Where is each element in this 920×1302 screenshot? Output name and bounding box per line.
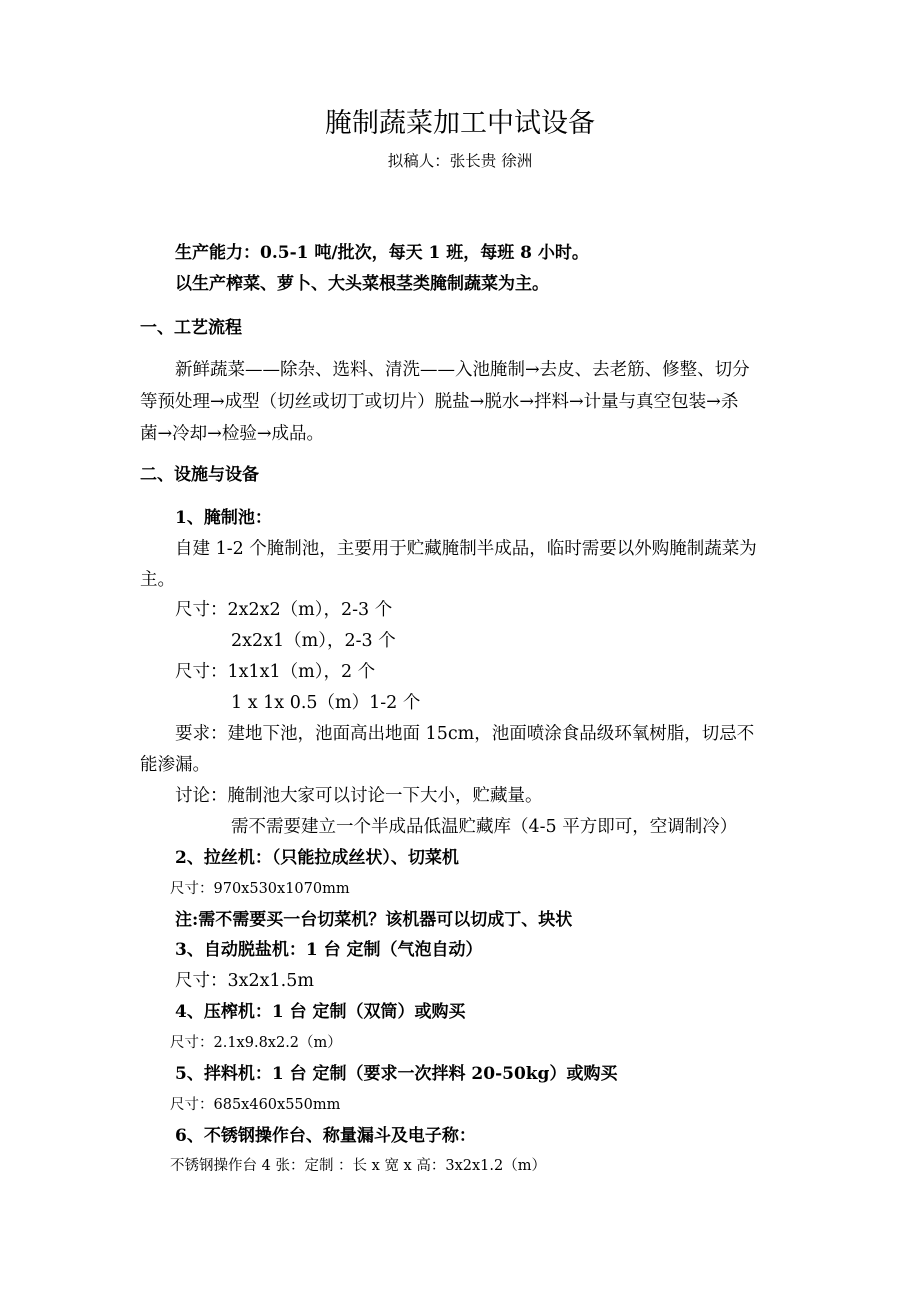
desalting-size: 尺寸：3x2x1.5m xyxy=(175,971,314,991)
pool-size: 1 x 1x 0.5（m）1-2 个 xyxy=(231,693,421,713)
pool-requirement: 能渗漏。 xyxy=(140,755,210,775)
workbench-size: 不锈钢操作台 4 张：定制 ：长 x 宽 x 高：3x2x1.2（m） xyxy=(170,1158,546,1174)
item-heading-desalting-machine: 3、自动脱盐机：1 台 定制（气泡自动） xyxy=(175,940,483,960)
item-heading-workbench: 6、不锈钢操作台、称量漏斗及电子称： xyxy=(175,1126,476,1146)
capacity-line: 生产能力：0.5-1 吨/批次，每天 1 班，每班 8 小时。 xyxy=(175,243,589,263)
pool-description: 自建 1-2 个腌制池，主要用于贮藏腌制半成品，临时需要以外购腌制蔬菜为 xyxy=(175,539,757,559)
shredder-size: 尺寸：970x530x1070mm xyxy=(170,881,350,897)
item-heading-mixer: 5、拌料机：1 台 定制（要求一次拌料 20-50kg）或购买 xyxy=(175,1064,618,1084)
section-heading-process: 一、工艺流程 xyxy=(140,318,242,338)
pool-size: 尺寸：1x1x1（m），2 个 xyxy=(175,662,376,682)
item-heading-shredder: 2、拉丝机：（只能拉成丝状）、切菜机 xyxy=(175,848,459,868)
pool-description: 主。 xyxy=(140,570,175,590)
pool-requirement: 要求：建地下池，池面高出地面 15cm，池面喷涂食品级环氧树脂，切忌不 xyxy=(175,724,755,744)
item-heading-press: 4、压榨机：1 台 定制（双筒）或购买 xyxy=(175,1002,466,1022)
product-scope-line: 以生产榨菜、萝卜、大头菜根茎类腌制蔬菜为主。 xyxy=(175,274,549,294)
pool-discussion: 需不需要建立一个半成品低温贮藏库（4-5 平方即可，空调制冷） xyxy=(231,817,738,837)
mixer-size: 尺寸：685x460x550mm xyxy=(170,1097,341,1113)
process-text: 等预处理→成型（切丝或切丁或切片）脱盐→脱水→拌料→计量与真空包装→杀 xyxy=(140,392,739,412)
process-text: 菌→冷却→检验→成品。 xyxy=(140,424,324,444)
section-heading-equipment: 二、设施与设备 xyxy=(140,465,259,485)
pool-size: 2x2x1（m），2-3 个 xyxy=(231,631,396,651)
press-size: 尺寸：2.1x9.8x2.2（m） xyxy=(170,1035,342,1051)
shredder-note: 注:需不需要买一台切菜机？该机器可以切成丁、块状 xyxy=(175,910,573,930)
document-title: 腌制蔬菜加工中试设备 xyxy=(325,108,595,139)
item-heading-pickling-pool: 1、腌制池： xyxy=(175,508,272,528)
pool-discussion: 讨论：腌制池大家可以讨论一下大小，贮藏量。 xyxy=(175,786,543,806)
process-text: 新鲜蔬菜——除杂、选料、清洗——入池腌制→去皮、去老筋、修整、切分 xyxy=(175,360,750,380)
author-line: 拟稿人：张长贵 徐洲 xyxy=(387,152,533,170)
pool-size: 尺寸：2x2x2（m），2-3 个 xyxy=(175,600,393,620)
